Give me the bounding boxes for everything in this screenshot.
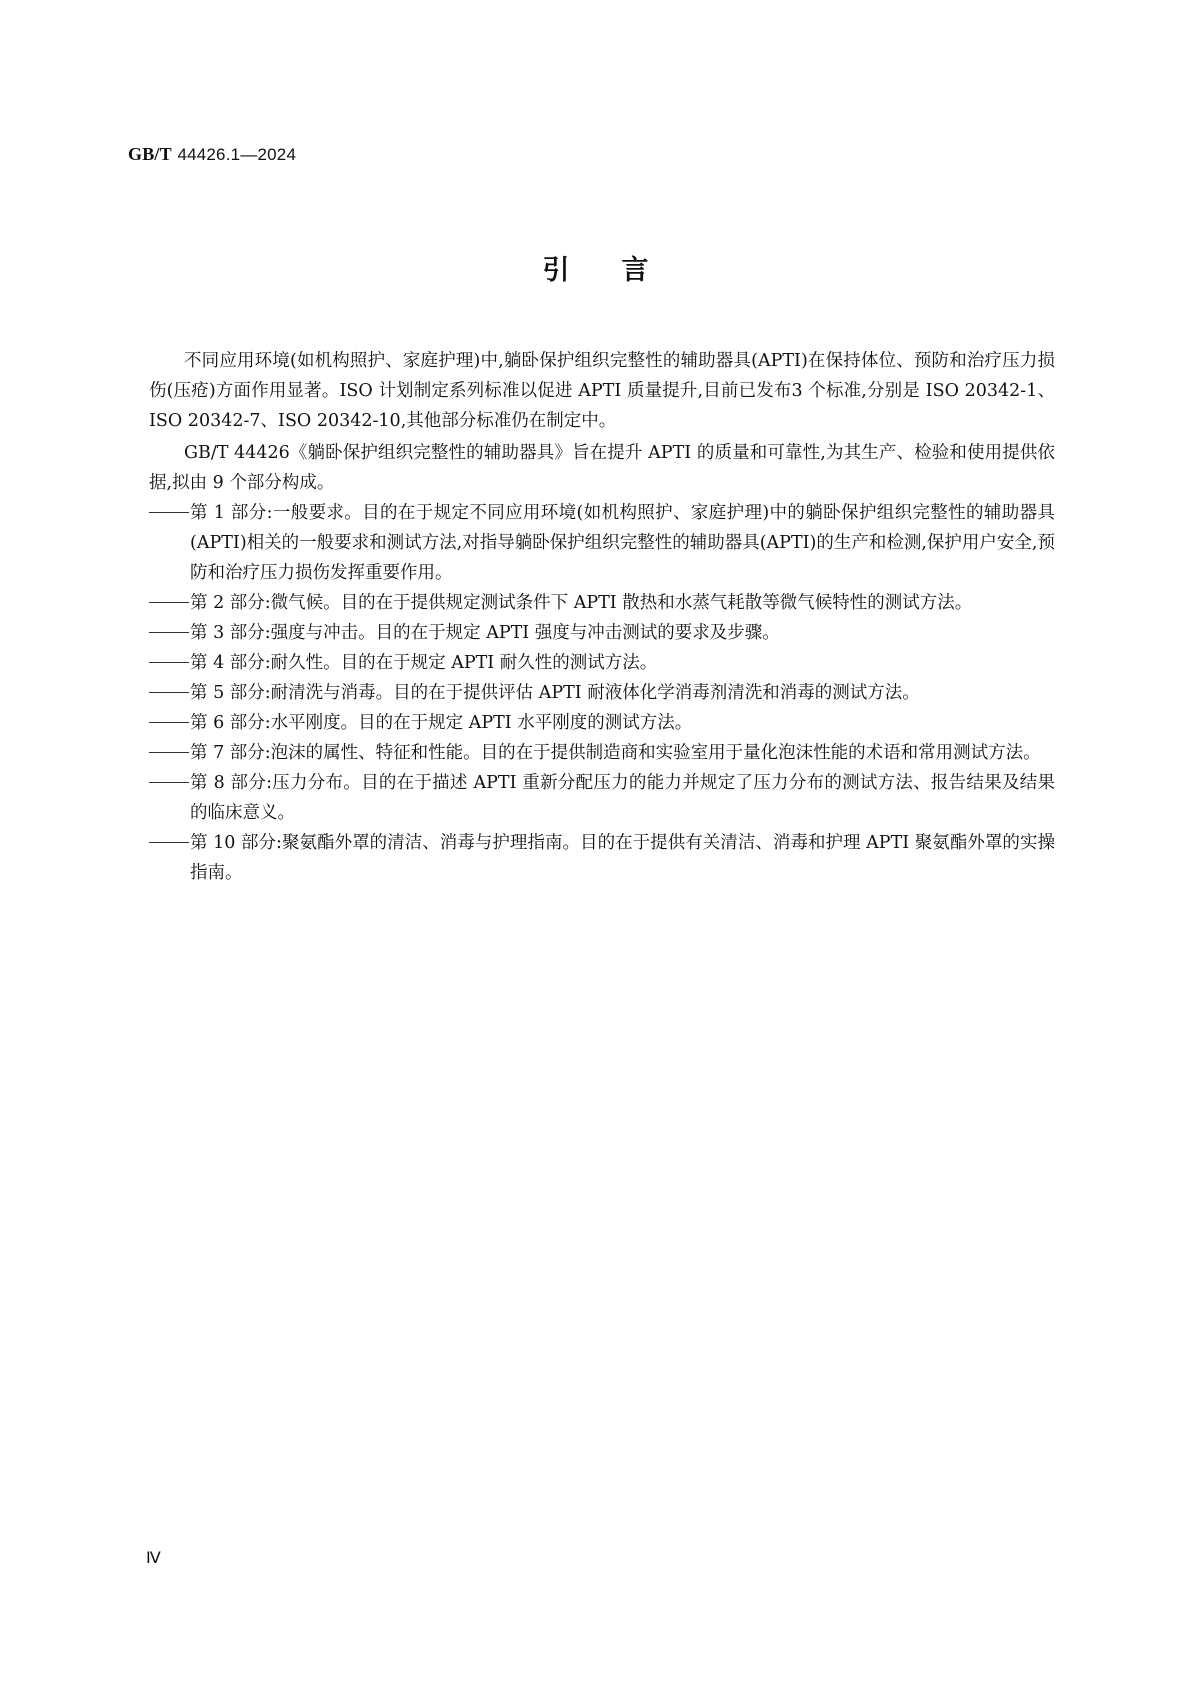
- list-item-part-2: [149, 588, 1055, 618]
- list-item-text: 第 10 部分:聚氨酯外罩的清洁、消毒与护理指南。目的在于提供有关清洁、消毒和护理 APTI 聚氨酯外罩的实操指南。: [190, 833, 1055, 883]
- list-item-text: 第 3 部分:强度与冲击。目的在于规定 APTI 强度与冲击测试的要求及步骤。: [190, 623, 780, 643]
- em-dash-marker: [149, 738, 190, 768]
- standard-code: [128, 144, 296, 165]
- list-item-part-4: [149, 648, 1055, 678]
- document-body: [149, 346, 1055, 888]
- list-item-part-10: [149, 828, 1055, 888]
- list-item-part-1: [149, 498, 1055, 588]
- standard-number: 44426.1—2024: [177, 145, 297, 164]
- list-item-part-8: [149, 768, 1055, 828]
- list-item-text: 第 5 部分:耐清洗与消毒。目的在于提供评估 APTI 耐液体化学消毒剂清洗和消毒的测试方法。: [190, 683, 920, 703]
- list-item-text: 第 6 部分:水平刚度。目的在于规定 APTI 水平刚度的测试方法。: [190, 713, 693, 733]
- list-item-part-3: [149, 618, 1055, 648]
- list-item-text: 第 7 部分:泡沫的属性、特征和性能。目的在于提供制造商和实验室用于量化泡沫性能的术语和常用测试方法。: [190, 743, 1041, 763]
- standard-prefix: GB/T: [128, 144, 172, 164]
- em-dash-marker: [149, 498, 190, 588]
- em-dash-marker: [149, 648, 190, 678]
- list-item-text: 第 4 部分:耐久性。目的在于规定 APTI 耐久性的测试方法。: [190, 653, 658, 673]
- list-item-text: 第 8 部分:压力分布。目的在于描述 APTI 重新分配压力的能力并规定了压力分布的测试方法、报告结果及结果的临床意义。: [190, 773, 1055, 823]
- em-dash-marker: [149, 768, 190, 828]
- page-number: Ⅳ: [146, 1550, 161, 1567]
- list-item-part-5: [149, 678, 1055, 708]
- em-dash-marker: [149, 708, 190, 738]
- list-item-text: 第 2 部分:微气候。目的在于提供规定测试条件下 APTI 散热和水蒸气耗散等微气候特性的测试方法。: [190, 593, 973, 613]
- em-dash-marker: [149, 588, 190, 618]
- list-item-text: 第 1 部分:一般要求。目的在于规定不同应用环境(如机构照护、家庭护理)中的躺卧保护组织完整性的辅助器具(APTI)相关的一般要求和测试方法,对指导躺卧保护组织完整性的辅助器具(APTI)的生产和检测,保护用户安全,预防和治疗压力损伤发挥重要作用。: [190, 503, 1055, 583]
- list-item-part-7: [149, 738, 1055, 768]
- paragraph-intro: 不同应用环境(如机构照护、家庭护理)中,躺卧保护组织完整性的辅助器具(APTI)在保持体位、预防和治疗压力损伤(压疮)方面作用显著。ISO 计划制定系列标准以促进 APTI 质量提升,目前已发布3 个标准,分别是 ISO 20342-1、ISO 20342-7、ISO 20342-10,其他部分标准仍在制定中。: [149, 351, 1055, 431]
- em-dash-marker: [149, 618, 190, 648]
- paragraph-structure: GB/T 44426《躺卧保护组织完整性的辅助器具》旨在提升 APTI 的质量和可靠性,为其生产、检验和使用提供依据,拟由 9 个部分构成。: [149, 443, 1055, 493]
- em-dash-marker: [149, 828, 190, 888]
- em-dash-marker: [149, 678, 190, 708]
- section-title: 引言: [542, 255, 701, 286]
- list-item-part-6: [149, 708, 1055, 738]
